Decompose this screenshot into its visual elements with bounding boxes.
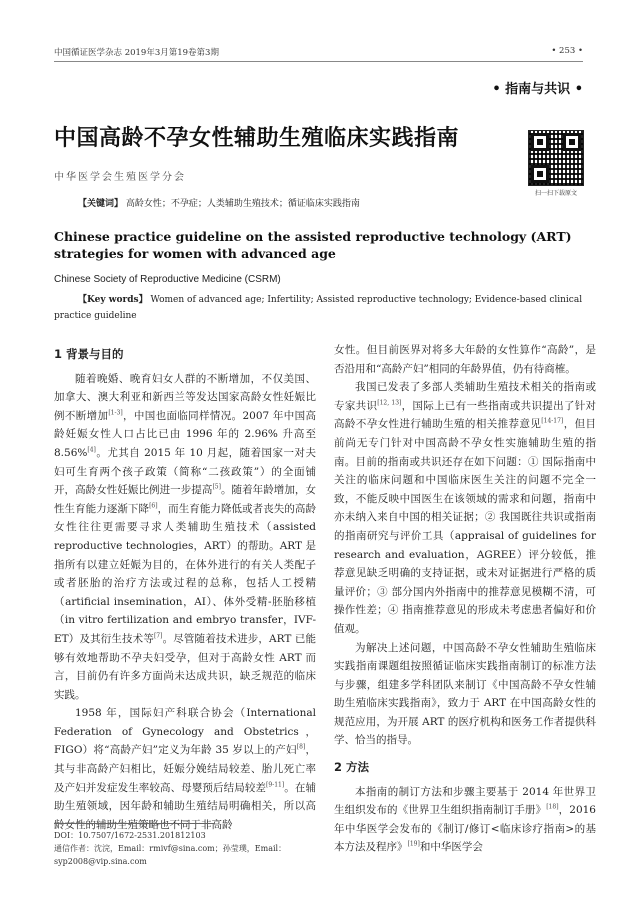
text-run: 我国已发表了多部人类辅助生殖技术相关的指南或专家共识 [334,381,596,412]
section-heading-background: 1 背景与目的 [54,347,124,361]
journal-header: 中国循证医学杂志 2019年3月第19卷第3期 [54,48,219,58]
paragraph [54,370,316,705]
right-column [334,341,596,857]
keywords-en [54,292,584,324]
keywords-zh-text: 高龄女性；不孕症；人类辅助生殖技术；循证临床实践指南 [125,199,360,209]
citation[interactable]: [7] [153,632,163,640]
header-divider [54,61,583,62]
author-org-zh: 中华医学会生殖医学分会 [54,172,186,183]
left-column [54,341,316,834]
keywords-zh-label: 【关键词】 [78,199,124,209]
section-heading-methods: 2 方法 [334,760,370,775]
qr-code-icon[interactable] [528,130,584,186]
author-org-en: Chinese Society of Reproductive Medicine (CSRM) [54,274,281,285]
text-run: ，但目前尚无专门针对中国高龄不孕女性实施辅助生殖的指南。目前的指南或共识还存在如下问题：① 国际指南中关注的临床问题和中国临床医生关注的问题不完全一致，不能反映中国医生在该领域的需求和问题，指南中亦未纳入来自中国的相关证据；② 我国既往共识或指南的指南研究与评价工具（appraisal of guidelines for research and evaluation，AGREE）评分较低，推荐意见缺乏明确的支持证据，或未对证据进行严格的质量评价；③ 部分国内外指南中的推荐意见模糊不清，可操作性差；④ 指南推荐意见的形成未考虑患者偏好和价值观。 [334,418,597,635]
citation[interactable]: [6] [149,502,158,510]
footnote [54,829,316,868]
paragraph [334,378,596,638]
corresponding-author: 通信作者：沈浣，Email：rmivf@sina.com；孙莹璞，Email：syp2008@vip.sina.com [54,844,287,866]
citation[interactable]: [18] [546,803,559,811]
paragraph: 女性。但目前医界对将多大年龄的女性算作“高龄”，是否沿用和“高龄产妇”相同的年龄界值，仍有待商榷。 [334,344,596,375]
article-title-zh: 中国高龄不孕女性辅助生殖临床实践指南 [54,126,460,151]
text-run: 随着晚婚、晚育妇女人群的不断增加，不仅美国、加拿大、澳大利亚和新西兰等发达国家高龄女性妊娠比例不断增加 [54,372,316,422]
keywords-zh [78,196,360,209]
citation[interactable]: [14-17] [541,417,564,425]
text-run: ，2016 年中华医学会发布的《制订/修订<临床诊疗指南>的基本方法及程序》 [334,804,596,854]
text-run: 和中华医学会 [419,841,483,854]
text-run: ，中国也面临同样情况。2007 年中国高龄妊娠女性人口占比已由 1996 年的 2.96% 升高至 8.56% [54,409,317,459]
qr-finder-mark [563,133,581,151]
citation[interactable]: [5] [212,483,221,491]
paragraph [334,783,596,857]
paragraph [54,704,316,834]
text-run: ，国际上已有一些指南或共识提出了针对高龄不孕女性进行辅助生殖的相关推荐意见 [334,399,597,431]
citation[interactable]: [19] [407,840,420,848]
text-run: 。尽管随着技术进步，ART 已能够有效地帮助不孕夫妇受孕，但对于高龄女性 ART 而言，目前仍有许多方面尚未达成共识，缺乏规范的临床实践。 [54,632,316,701]
footnote-divider [54,823,214,824]
text-run: 本指南的制订方法和步骤主要基于 2014 年世界卫生组织发布的《世界卫生组织指南制订手册》 [334,785,596,817]
section-tag: • 指南与共识 • [492,82,583,97]
page-number: • 253 • [551,46,583,56]
keywords-en-text: Women of advanced age; Infertility; Assisted reproductive technology; Evidence-based clinical practice guideline [54,295,583,321]
keywords-en-label: 【Key words】 [78,295,148,305]
citation[interactable]: [1-3] [108,409,123,417]
citation[interactable]: [8] [296,743,306,751]
doi-link[interactable]: DOI：10.7507/1672-2531.201812103 [54,831,206,840]
citation[interactable]: [9-11] [266,781,285,789]
article-title-en: Chinese practice guideline on the assisted reproductive technology (ART) strategies for women with advanced age [54,229,572,261]
text-run: 。随着年龄增加，女性生育能力逐渐下降 [54,484,316,515]
qr-finder-mark [531,133,549,151]
text-run: ，其与非高龄产妇相比，妊娠分娩结局较差、胎儿死亡率及产妇并发症发生率较高、母婴预后结局较差 [54,744,317,794]
qr-finder-mark [531,165,549,183]
text-run: ，而生育能力降低或者丧失的高龄女性往往更需要寻求人类辅助生殖技术（assisted reproductive technologies，ART）的帮助。ART 是指所有以建立妊娠为目的，在体外进行的有关人类配子或者胚胎的治疗方法或过程的总称，包括人工授精（artificial insemination，AI）、体外受精-胚胎移植（in vitro fertilization and embryo transfer，IVF-ET）及其衍生技术等 [54,502,316,645]
qr-caption: 扫一扫下载原文 [534,190,577,197]
text-run: 。尤其自 2015 年 10 月起，随着国家一对夫妇可生育两个孩子政策（简称“二孩政策”）的全面铺开，高龄女性妊娠比例进一步提高 [54,446,316,497]
text-run: 1958 年，国际妇产科联合协会（International Federation of Gynecology and Obstetrics，FIGO）将“高龄产妇”定义为年龄 35 岁以上的产妇 [54,707,316,757]
text-run: 。在辅助生殖领域，因年龄和辅助生殖结局明确相关，所以高龄女性的辅助生殖策略也不同于非高龄 [54,781,317,831]
paragraph: 为解决上述问题，中国高龄不孕女性辅助生殖临床实践指南课题组按照循证临床实践指南制订的标准方法与步骤，组建多学科团队来制订《中国高龄不孕女性辅助生殖临床实践指南》，致力于 ART 在中国高龄女性的规范应用，为开展 ART 的医疗机构和医务工作者提供科学、恰当的指导。 [334,641,596,747]
citation[interactable]: [12, 13] [377,399,402,407]
citation[interactable]: [4] [87,446,96,454]
